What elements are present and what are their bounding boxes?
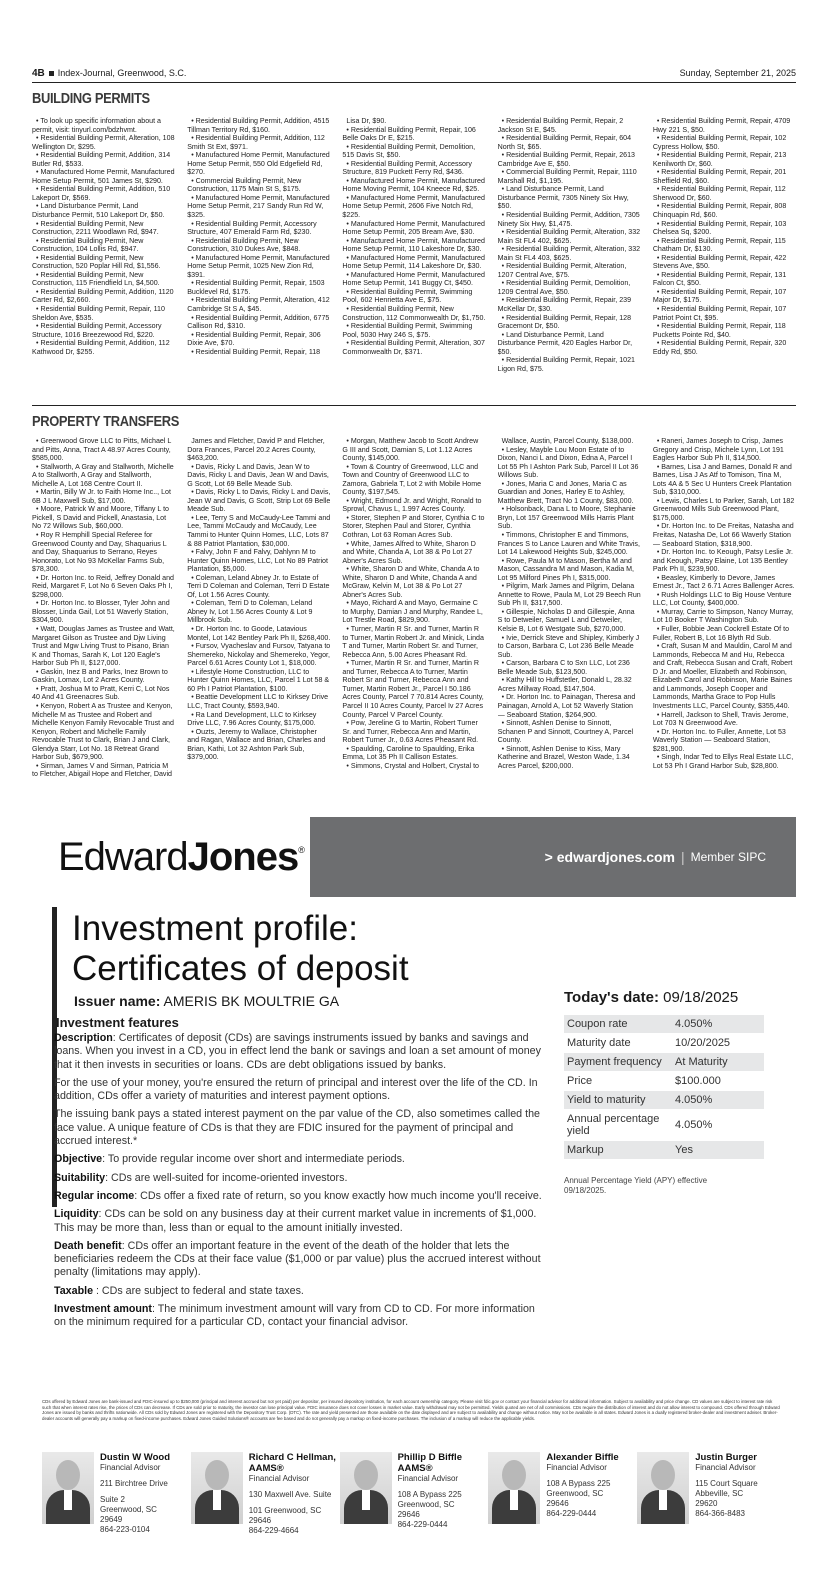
- issuer-name: Issuer name: AMERIS BK MOULTRIE GA: [74, 993, 340, 1009]
- list-item: • Residential Building Permit, Repair, 239 McKellar Dr, $30.: [497, 296, 632, 314]
- list-item: • Murray, Carrie to Simpson, Nancy Murray, Lot 10 Booker T Washington Sub.: [652, 607, 794, 625]
- list-item: • Sinnott, Ashlen Denise to Sinnott, Schanen P and Sinnott, Courtney A, Parcel County.: [497, 719, 634, 745]
- list-item: • Singh, Indar Ted to Ellys Real Estate LLC, Lot 53 Ph I Grand Harbor Sub, $28,800.: [652, 753, 794, 770]
- list-item: • Residential Building Permit, Addition, 112 Smith St Ext, $971.: [187, 134, 325, 151]
- list-item: • Manufactured Home Permit, Manufactured Home Setup Permit, 550 Old Edgefield Rd, $270.: [187, 151, 330, 177]
- list-item: • Residential Building Permit, Repair, 2 Jackson St E, $45.: [497, 117, 624, 134]
- list-item: • Residential Building Permit, Repair, 102 Cypress Hollow, $50.: [652, 134, 787, 151]
- ad-title: Investment profile: Certificates of deposit: [72, 909, 409, 988]
- list-item: • Dr. Horton Inc. to Painagan, Theresa and Painagan, Arnold A, Lot 52 Waverly Station — Seaboard Station, $264,900.: [497, 693, 636, 719]
- list-item: • Residential Building Permit, Repair, 128 Gracemont Dr, $50.: [497, 313, 632, 331]
- list-item: • Manufactured Home Permit, Manufactured Home Setup Permit, 141 Buggy Ct, $450.: [342, 270, 485, 288]
- list-item: • White, Sharon D and White, Chanda A to White, Sharon D and White, Chanda A and McGraw, Kelvin M, Lot 38 & Po Lot 27 Abner's Acres Sub.: [342, 565, 480, 599]
- top-rule: [32, 82, 796, 83]
- list-item: • Davis, Ricky L and Davis, Jean W to Davis, Ricky L and Davis, Jean W and Davis, G Scott, Lot 69 Belle Meade Sub.: [187, 462, 329, 488]
- transfer-column: [32, 437, 175, 811]
- feature-paragraph: Investment amount: The minimum investment amount will vary from CD to CD. For more information on the minimum required for a particular CD, contact your financial advisor.: [54, 1303, 535, 1329]
- list-item: • Kathy Hill to Huffstetler, Donald L, 28.32 Acres Millway Road, $147,504.: [497, 676, 632, 693]
- list-item: • Residential Building Permit, Alteration, 412 Cambridge St S A, $45.: [187, 296, 330, 314]
- list-item: • Moore, Patrick W and Moore, Tiffany L to Pickell, S David and Pickell, Anastasia, Lot No 72 Willows Sub, $60,000.: [32, 505, 169, 531]
- list-item: • Timmons, Christopher E and Timmons, Frances S to Lance Lauren and White Travis, Lot 14 Lakewood Heights Sub, $245,000.: [497, 531, 640, 557]
- list-item: • Residential Building Permit, New Construction, 520 Poplar Hill Rd, $1,556.: [32, 253, 161, 271]
- feature-paragraph: Taxable : CDs are subject to federal and state taxes.: [54, 1284, 304, 1297]
- advisor-photo: [191, 1452, 243, 1524]
- list-item: • Raneri, James Joseph to Crisp, James Gregory and Crisp, Michele Lynn, Lot 191 Eagles Harbor Sub Ph II, $14,500.: [652, 437, 784, 463]
- list-item: • Residential Building Permit, Repair, 131 Falcon Ct, $50.: [652, 270, 787, 288]
- list-item: • Holsonback, Dana L to Moore, Stephanie Bryn, Lot 157 Greenwood Mills Harris Plant Sub.: [497, 505, 636, 531]
- list-item: • Residential Building Permit, Repair, 103 Chelsea Sq, $200.: [652, 219, 787, 237]
- divider: |: [681, 849, 685, 865]
- table-row: Coupon rate 4.050%: [564, 1015, 764, 1034]
- edward-jones-logo: Edward Jones ®: [32, 817, 310, 897]
- list-item: • Residential Building Permit, Repair, 1021 Ligon Rd, $75.: [497, 356, 636, 373]
- list-item: • Residential Building Permit, Addition, 1120 Carter Rd, $2,660.: [32, 287, 174, 305]
- advisor-list: [42, 1452, 786, 1542]
- building-permits-title: BUILDING PERMITS: [32, 90, 150, 107]
- list-item: • Residential Building Permit, New Construction, 104 Lollis Rd, $947.: [32, 236, 144, 254]
- list-item: • Residential Building Permit, Demolition, 1209 Central Ave, $50.: [497, 279, 631, 296]
- feature-paragraph: Description: Certificates of deposit (CDs) are savings instruments issued by banks and savings and loans. When you invest in a CD, you in effect lend the bank or savings and loan a set amount of money that it then invests in securities or loans. CDs are debt obligations issued by banks.: [54, 1032, 541, 1071]
- list-item: • Lee, Terry S and McCaudy-Lee Tammi and Lee, Tammi McCaudy and McCaudy, Lee Tammi to Hunter Quinn Homes, LLC, Lots 87 & 88 Patriot Plantation, $30,000.: [187, 513, 331, 548]
- permit-column: [32, 117, 175, 393]
- square-bullet-icon: [49, 71, 54, 76]
- list-item: • Residential Building Permit, New Construction, 2211 Woodlawn Rd, $947.: [32, 219, 159, 237]
- list-item: • Gaskin, Inez B and Parks, Inez Brown to Gaskin, Lomax, Lot 2 Acres County.: [32, 667, 168, 685]
- feature-paragraph: Regular income: CDs offer a fixed rate of return, so you know exactly how much income you'll receive.: [54, 1189, 542, 1202]
- list-item: • Residential Building Permit, Repair, 112 Sherwood Dr, $60.: [652, 185, 786, 202]
- website-link[interactable]: > edwardjones.com: [544, 849, 675, 865]
- list-item: • Craft, Susan M and Mauldin, Carol M and Lammonds, Rebecca M and Hu, Rebecca and Craft, Rebecca Susan and Craft, Robert D Jr. and Moeller, Elizabeth and Robinson, Elizabeth Carol and Robinson, Marie Baines and Lammonds, Joseph Cooper and Lammonds, Martha Grace to Pop Hulls Investments LLC, Parcel County, $355,440.: [652, 642, 793, 710]
- permit-column: [342, 117, 485, 393]
- advisor-photo: [637, 1452, 689, 1524]
- list-item: • Residential Building Permit, Repair, 201 Sheffield Rd, $60.: [652, 168, 787, 185]
- list-item: • Roy R Hemphill Special Referee for Greenwood County and Day, Shaquarius L and Day, Shaquarius to Serrano, Reyes Honorato, Lot No 93 McKellar Farms Sub, $78,300.: [32, 531, 167, 574]
- table-row: Price $100.000: [564, 1072, 764, 1091]
- list-item: • Lifestyle Home Construction, LLC to Hunter Quinn Homes, LLC, Parcel 1 Lot 58 & 60 Ph I Patriot Plantation, $100.: [187, 667, 330, 693]
- advisor-card: Justin Burger Financial Advisor 115 Court Square Abbeville, SC 29620 864-366-8483: [637, 1452, 786, 1542]
- list-item: • Manufactured Home Permit, Manufactured Home Setup Permit, 114 Lakeshore Dr, $30.: [342, 253, 485, 271]
- page-number: 4B: [32, 67, 45, 79]
- list-item: • Residential Building Permit, Addition, 6775 Callison Rd, $310.: [187, 313, 330, 331]
- list-item: • Residential Building Permit, Repair, 106 Belle Oaks Dr E, $215.: [342, 125, 476, 143]
- list-item: • Residential Building Permit, Accessory Structure, 1016 Breezewood Rd, $220.: [32, 322, 162, 339]
- list-item: • Residential Building Permit, Repair, 107 Major Dr, $175.: [652, 287, 787, 305]
- feature-paragraph: Liquidity: CDs can be sold on any business day at their current market value in increments of $1,000. This may be more than, less than or equal to the amount initially invested.: [54, 1208, 537, 1234]
- list-item: • Carson, Barbara C to Sxn LLC, Lot 236 Belle Meade Sub, $123,500.: [497, 659, 630, 676]
- list-item: • Residential Building Permit, Repair, 110 Sheldon Ave, $535.: [32, 305, 165, 322]
- list-item: • Residential Building Permit, Repair, 213 Kenilworth Dr, $60.: [652, 151, 787, 168]
- rate-table: [564, 1015, 764, 1160]
- list-item: • Residential Building Permit, Alteration, 332 Main St FL4 402, $625.: [497, 228, 641, 245]
- list-item: • Manufactured Home Permit, Manufactured Home Setup Permit, 205 Bream Ave, $30.: [342, 219, 485, 237]
- list-item: • Falvy, John F and Falvy, Dahlynn M to Hunter Quinn Homes, LLC, Lot No 89 Patriot Plantation, $5,000.: [187, 548, 328, 574]
- advisor-phone: 864-229-0444: [546, 1509, 597, 1518]
- list-item: • Sirman, James V and Sirman, Patricia M to Fletcher, Abigail Hope and Fletcher, David: [32, 761, 172, 779]
- table-row: Yield to maturity 4.050%: [564, 1091, 764, 1110]
- list-item: • Manufactured Home Permit, Manufactured Home Setup Permit, 2606 Five Notch Rd, $225.: [342, 193, 485, 220]
- list-item: • Residential Building Permit, New Construction, 112 Commonwealth Dr, $1,750.: [342, 305, 486, 322]
- list-item: • Manufactured Home Permit, Manufactured Home Setup Permit, 217 Sandy Run Rd W, $325.: [187, 193, 330, 220]
- list-item: • Barnes, Lisa J and Barnes, Donald R and Barnes, Lisa J As Atf to Tomison, Tina M, Lots 4A & 5 Sec U Hunters Creek Plantation Sub, $310,000.: [652, 462, 792, 497]
- list-item: • Residential Building Permit, Repair, 115 Chatham Dr, $130.: [652, 236, 786, 254]
- list-item: • Ouzts, Jeremy to Wallace, Christopher and Ragan, Wallace and Brian, Charles and Brian, Kathi, Lot 32 Ashton Park Sub, $379,000.: [187, 727, 326, 762]
- list-item: • Residential Building Permit, Repair, 604 North St, $65.: [497, 134, 632, 151]
- building-permits-columns: [32, 117, 796, 393]
- advisor-name: Phillip D Biffle AAMS®: [397, 1452, 462, 1474]
- todays-date: Today's date: 09/18/2025: [564, 989, 739, 1006]
- list-item: • Residential Building Permit, Repair, 320 Eddy Rd, $50.: [652, 339, 787, 356]
- list-item: • Kenyon, Robert A as Trustee and Kenyon, Michelle M as Trustee and Robert and Michelle Kenyon Family Revocable Trust and Kenyon, Robert and Michelle Family Revocable Trust to Clark, Brian J and Clark, Glendya Starr, Lot No. 18 Retreat Grand Harbor Sub, $679,900.: [32, 701, 174, 762]
- list-item: • Land Disturbance Permit, Land Disturbance Permit, 7305 Ninety Six Hwy, $50.: [497, 185, 629, 211]
- list-item: • Land Disturbance Permit, Land Disturbance Permit, 420 Eagles Harbor Dr, $50.: [497, 330, 633, 356]
- list-item: • Simmons, Crystal and Holbert, Crystal to: [346, 761, 479, 770]
- list-item: Wallace, Austin, Parcel County, $138,000.: [501, 437, 634, 445]
- ad-banner: [310, 817, 796, 897]
- list-item: • Dr. Horton Inc. to Reid, Jeffrey Donald and Reid, Margaret F, Lot No 6 Seven Oaks Ph I, $298,000.: [32, 573, 174, 599]
- transfer-column: [498, 437, 641, 811]
- list-item: • Turner, Martin R Sr. and Turner, Martin R to Turner, Martin Robert Jr. and Minick, Linda T and Turner, Martin Robert Sr. and Turner, Rebecca Ann, 5.00 Acres Pheasant Rd.: [342, 625, 484, 659]
- list-item: • Residential Building Permit, Swimming Pool, 5030 Hwy 246 S, $75.: [342, 322, 473, 339]
- list-item: • Harrell, Jackson to Shell, Travis Jerome, Lot 703 N Greenwood Ave.: [652, 710, 789, 728]
- list-item: • Pratt, Joshua M to Pratt, Kerri C, Lot Nos 40 And 41 Greenacres Sub.: [32, 684, 170, 702]
- edward-jones-ad: [32, 817, 796, 1577]
- list-item: • Dr. Horton Inc. to De Freitas, Natasha and Freitas, Natasha De, Lot 66 Waverly Station — Seaboard Station, $318,900.: [652, 522, 794, 548]
- list-item: • Jones, Maria C and Jones, Maria C as Guardian and Jones, Harley E to Ashley, Matthew Brett, Tract No 1 County, $83,000.: [497, 479, 634, 505]
- list-item: Lisa Dr, $90.: [346, 117, 387, 125]
- issue-date: Sunday, September 21, 2025: [679, 68, 796, 78]
- list-item: • To look up specific information about a permit, visit: tinyurl.com/bdzhvmt.: [32, 117, 161, 134]
- list-item: • Residential Building Permit, Repair, 2613 Cambridge Ave E, $50.: [497, 151, 636, 168]
- advisor-phone: 864-229-0444: [397, 1520, 448, 1529]
- advisor-name: Justin Burger: [695, 1452, 757, 1463]
- list-item: • Watt, Douglas James as Trustee and Watt, Margaret Gilson as Trustee and Djw Living Trust and Mgw Living Trust to Pisano, Brian K and Thomas, Sarah K, Lot 120 Eagle's Harbor Sub Ph II, $127,000.: [32, 625, 175, 668]
- advisor-card: Alexander Biffle Financial Advisor 108 A Bypass 225 Greenwood, SC 29646 864-229-0444: [488, 1452, 637, 1542]
- list-item: • Sinnott, Ashlen Denise to Kiss, Mary Katherine and Brazel, Weston Wade, 1.34 Acres Parcel, $200,000.: [497, 744, 630, 770]
- list-item: • Residential Building Permit, Alteration, 307 Commonwealth Dr, $371.: [342, 339, 485, 356]
- feature-paragraph: The issuing bank pays a stated interest payment on the par value of the CD, also sometimes called the face value. A unique feature of CDs is that they are FDIC insured for the payment of principal and accrued interest.*: [54, 1108, 540, 1148]
- list-item: • Manufactured Home Permit, Manufactured Home Moving Permit, 104 Kneece Rd, $25.: [342, 176, 485, 194]
- table-row: Annual percentage yield 4.050%: [564, 1110, 764, 1141]
- list-item: • Davis, Ricky L to Davis, Ricky L and Davis, Jean W and Davis, G Scott, Strip Lot 69 Belle Meade Sub.: [187, 488, 331, 514]
- advisor-card: Dustin W Wood Financial Advisor 211 Birchtree Drive Suite 2 Greenwood, SC 29649 864-223-0104: [42, 1452, 191, 1542]
- list-item: • Rowe, Paula M to Mason, Bertha M and Mason, Cassandra M and Mason, Kadia M, Lot 95 Milford Pines Ph I, $315,000.: [497, 556, 635, 582]
- list-item: • Dr. Horton Inc. to Blosser, Tyler John and Blosser, Linda Gail, Lot 51 Waverly Station, $304,900.: [32, 599, 170, 625]
- list-item: • Beattie Development LLC to Kirksey Drive LLC, Tract County, $593,940.: [187, 693, 329, 710]
- list-item: • Spaulding, Caroline to Spaulding, Erika Emma, Lot 35 Ph II Callison Estates.: [342, 744, 475, 762]
- feature-paragraph: Objective: To provide regular income over short and intermediate periods.: [54, 1153, 405, 1166]
- transfer-column: [342, 437, 485, 811]
- advisor-name: Richard C Hellman, AAMS®: [248, 1452, 336, 1474]
- member-sipc: Member SIPC: [690, 850, 766, 864]
- list-item: • Residential Building Permit, Accessory Structure, 407 Emerald Farm Rd, $230.: [187, 219, 317, 237]
- list-item: • Dr. Horton Inc. to Keough, Patsy Leslie Jr. and Keough, Patsy Elaine, Lot 135 Bentley Park Ph II, $239,900.: [652, 548, 793, 574]
- list-item: • Residential Building Permit, Addition, 4515 Tillman Territory Rd, $160.: [187, 117, 330, 134]
- list-item: • Fuller, Bobbie Jean Cockrell Estate Of to Fuller, Robert B, Lot 16 Blyth Rd Sub.: [652, 625, 790, 642]
- features-list: [54, 1032, 544, 1335]
- advisor-photo: [42, 1452, 94, 1524]
- list-item: • Mayo, Richard A and Mayo, Germaine C to Murphy, Damian J and Murphy, Randee L, Lot Trestle Road, $829,900.: [342, 599, 483, 625]
- list-item: • Residential Building Permit, Accessory Structure, 819 Puckett Ferry Rd, $436.: [342, 159, 472, 177]
- list-item: • Land Disturbance Permit, Land Disturbance Permit, 510 Lakeport Dr, $50.: [32, 202, 165, 220]
- feature-paragraph: Death benefit: CDs offer an important feature in the event of the death of the holder that lets the beneficiaries redeem the CDs at their face value ($1,000 or par value) plus the accrued interest without penalty (limitations may apply).: [54, 1239, 541, 1279]
- list-item: • White, James Alfred to White, Sharon D and White, Chanda A, Lot 38 & Po Lot 27 Abner's Acres Sub.: [342, 539, 476, 565]
- advisor-photo: [340, 1452, 392, 1524]
- list-item: • Residential Building Permit, Addition, 112 Kathwood Dr, $255.: [32, 339, 170, 356]
- list-item: • Town & Country of Greenwood, LLC and Town and Country of Greenwood LLC to Zamora, Gabriela T, Lot 2 with Mobile Home County, $197,545.: [342, 462, 482, 497]
- permit-column: [653, 117, 796, 393]
- apy-note: Annual Percentage Yield (APY) effective 09/18/2025.: [564, 1176, 708, 1195]
- features-heading: Investment features: [56, 1015, 179, 1030]
- list-item: • Fursov, Vyacheslav and Fursov, Tatyana to Shemereko, Nickolay and Shemereko, Yegor, Parcel 6.61 Acres County Lot 1, $18,000.: [187, 642, 331, 668]
- list-item: • Wright, Edmond Jr. and Wright, Ronald to Sprowl, Chavus L, 1.997 Acres County.: [342, 496, 482, 514]
- list-item: • Pilgrim, Mark James and Pilgrim, Delana Annette to Rowe, Paula M, Lot 29 Beech Run Sub Ph II, $317,500.: [497, 582, 641, 608]
- list-item: • Coleman, Leland Abney Jr. to Estate of Terri D Coleman and Coleman, Terri D Estate Of, Lot 1.56 Acres County.: [187, 573, 330, 599]
- list-item: • Coleman, Terri D to Coleman, Leland Abney Iv, Lot 1.56 Acres County & Lot 9 Millbrook Sub.: [187, 599, 313, 625]
- list-item: • Ra Land Development, LLC to Kirksey Drive LLC, 7.96 Acres County, $175,000.: [187, 710, 317, 728]
- list-item: • Manufactured Home Permit, Manufactured Home Setup Permit, 110 Lakeshore Dr, $30.: [342, 236, 485, 254]
- list-item: • Gillespie, Nicholas D and Gillespie, Anna S to Detweiler, Samuel L and Detweiler, Kelsie B, Lot 6 Westgate Sub, $270,000.: [497, 607, 635, 634]
- advisor-card: Phillip D Biffle AAMS® Financial Advisor 108 A Bypass 225 Greenwood, SC 29646 864-229-0444: [340, 1452, 489, 1542]
- list-item: • Turner, Martin R Sr. and Turner, Martin R and Turner, Rebecca A to Turner, Martin Robert Sr and Turner, Rebecca Ann and Turner, Martin Robert Jr., Parcel I 50.186 Acres County, Parcel 7 70.814 Acres County, Parcel II 10 Acres County, Parcel Iv 27 Acres County, Parcel V Parcel County.: [342, 659, 484, 719]
- list-item: • Residential Building Permit, Repair, 808 Chinquapin Rd, $60.: [652, 202, 787, 220]
- list-item: • Manufactured Home Permit, Manufactured Home Setup Permit, 1025 New Zion Rd, $391.: [187, 253, 330, 279]
- section-rule: [32, 405, 796, 406]
- disclaimer: CDs offered by Edward Jones are bank-issued and FDIC-insured up to $250,000 (principal and interest accrued but not yet paid) per depositor, per insured depository institution, for each account ownership category. Please visit fdic.gov or contact your financial advisor for additional information. Subject to availability and price change. CD values are subject to interest rate risk such that when interest rates rise, the prices of CDs can decrease. If CDs are sold prior to maturity, the investor can lose principal value. FDIC insurance does not cover losses in market value. Early withdrawal may not be permitted. Yields quoted are net of all commissions. CDs require the distribution of interest and do not allow interest to compound. CDs offered through Edward Jones are issued by banks and thrifts nationwide. All CDs sold by Edward Jones are registered with the Depository Trust Corp. (DTC). The rate and yield presented are those available on the date displayed and are subject to availability and change without notice. May not be available in all states. Edward Jones is a dually registered broker-dealer and investment adviser. Broker-dealer accounts will generally pay a markup on fixed-income purchases. Edward Jones Guided Solutions® accounts are fee based and do not generally pay a markup on fixed-income purchases. The inclusion of a markup will reduce the applicable yields.: [42, 1399, 780, 1421]
- list-item: • Martin, Billy W Jr. to Faith Home Inc.., Lot 6B J L Maxwell Sub, $17,000.: [32, 488, 171, 505]
- list-item: • Residential Building Permit, New Construction, 310 Dukes Ave, $848.: [187, 236, 301, 254]
- list-item: • Residential Building Permit, Addition, 510 Lakeport Dr, $569.: [32, 185, 171, 202]
- list-item: • Residential Building Permit, Alteration, 332 Main St FL4 403, $625.: [497, 245, 641, 262]
- list-item: • Residential Building Permit, Alteration, 1207 Central Ave, $75.: [497, 262, 627, 279]
- masthead: [32, 66, 796, 80]
- advisor-card: Richard C Hellman, AAMS® Financial Advisor 130 Maxwell Ave. Suite 101 Greenwood, SC 29646 864-229-4664: [191, 1452, 340, 1542]
- list-item: • Pow, Jereline G to Martin, Robert Turner Sr. and Turner, Rebecca Ann and Martin, Robert Turner Jr., 0.63 Acres Pheasant Rd.: [342, 719, 479, 745]
- ad-header: [32, 817, 796, 897]
- list-item: James and Fletcher, David P and Fletcher, Dora Frances, Parcel 20.2 Acres County, $463,200.: [187, 437, 325, 463]
- table-row: Markup Yes: [564, 1141, 764, 1160]
- list-item: • Greenwood Grove LLC to Pitts, Michael L and Pitts, Anna, Tract A 48.97 Acres County, $585,000.: [32, 437, 172, 463]
- advisor-phone: 864-223-0104: [100, 1525, 150, 1534]
- advisor-photo: [488, 1452, 540, 1524]
- list-item: • Stallworth, A Gray and Stallworth, Michelle A to Stallworth, A Gray and Stallworth, Michelle A, Lot 168 Centre Court II.: [32, 462, 174, 488]
- list-item: • Residential Building Permit, Repair, 306 Dixie Ave, $70.: [187, 330, 321, 348]
- list-item: • Residential Building Permit, Repair, 118: [191, 347, 321, 356]
- list-item: • Ivie, Derrick Steve and Shipley, Kimberly J to Carson, Barbara C, Lot 236 Belle Meade Sub.: [497, 633, 640, 659]
- list-item: • Storer, Stephen P and Storer, Cynthia C to Storer, Stephen Paul and Storer, Cynthia Cothran, Lot 63 Roman Acres Sub.: [342, 513, 485, 540]
- list-item: • Beasley, Kimberly to Devore, James Ernest Jr., Tact 2 6.71 Acres Ballenger Acres.: [652, 573, 795, 591]
- property-transfers-columns: [32, 437, 796, 811]
- list-item: • Residential Building Permit, Repair, 118 Pucketts Pointe Rd, $40.: [652, 322, 786, 339]
- list-item: • Lewis, Charles L to Parker, Sarah, Lot 182 Greenwood Mills Sub Greenwood Plant, $175,000.: [652, 496, 795, 522]
- transfer-column: [653, 437, 796, 811]
- permit-column: [498, 117, 641, 393]
- feature-paragraph: Suitability: CDs are well-suited for income-oriented investors.: [54, 1171, 348, 1184]
- table-row: Payment frequency At Maturity: [564, 1053, 764, 1072]
- list-item: • Residential Building Permit, Addition, 7305 Ninety Six Hwy, $1,475.: [497, 211, 640, 228]
- permit-column: [187, 117, 330, 393]
- list-item: • Commercial Building Permit, Repair, 1110 Marshall Rd, $1,195.: [497, 168, 637, 185]
- advisor-name: Dustin W Wood: [100, 1452, 171, 1463]
- list-item: • Residential Building Permit, New Construction, 115 Friendfield Ln, $4,500.: [32, 270, 160, 288]
- list-item: • Residential Building Permit, Alteration, 108 Wellington Dr, $295.: [32, 134, 175, 151]
- list-item: • Residential Building Permit, Repair, 1503 Bucklevel Rd, $175.: [187, 279, 325, 296]
- property-transfers-title: PROPERTY TRANSFERS: [32, 413, 179, 430]
- list-item: • Residential Building Permit, Repair, 4709 Hwy 221 S, $50.: [652, 117, 791, 134]
- advisor-name: Alexander Biffle: [546, 1452, 619, 1463]
- advisor-phone: 864-366-8483: [695, 1509, 746, 1518]
- list-item: • Residential Building Permit, Repair, 422 Stevens Ave, $50.: [652, 253, 787, 271]
- list-item: • Residential Building Permit, Demolition, 515 Davis St, $50.: [342, 142, 476, 160]
- advisor-phone: 864-229-4664: [248, 1526, 299, 1535]
- list-item: • Morgan, Matthew Jacob to Scott Andrew G III and Scott, Damian S, Lot 1.12 Acres County, $145,000.: [342, 437, 479, 463]
- list-item: • Lesley, Mayble Lou Moon Estate of to Dixon, Nanci L and Dixon, Edna A, Parcel I Lot 55 Ph I Ashton Park Sub, Parcel II Lot 36 Willows Sub.: [497, 445, 639, 480]
- list-item: • Residential Building Permit, Repair, 107 Patriot Point Ct, $95.: [652, 305, 787, 322]
- list-item: • Dr. Horton Inc. to Fuller, Annette, Lot 53 Waverly Station — Seaboard Station, $281,900.: [652, 727, 786, 753]
- transfer-column: [187, 437, 330, 811]
- table-row: Maturity date 10/20/2025: [564, 1034, 764, 1053]
- list-item: • Residential Building Permit, Addition, 314 Butler Rd, $533.: [32, 151, 171, 168]
- feature-paragraph: For the use of your money, you're ensured the return of principal and interest over the life of the CD. In addition, CDs offer a variety of maturities and interest payment options.: [54, 1076, 538, 1103]
- list-item: • Dr. Horton Inc. to Goode, Latavious Montel, Lot 142 Bentley Park Ph II, $268,400.: [187, 625, 331, 642]
- list-item: • Manufactured Home Permit, Manufactured Home Setup Permit, 501 James St, $290.: [32, 168, 175, 185]
- list-item: • Commercial Building Permit, New Construction, 1175 Main St S, $175.: [187, 176, 302, 194]
- list-item: • Rush Holdings LLC to Big House Venture LLC, Lot County, $400,000.: [652, 590, 792, 608]
- paper-name: Index-Journal, Greenwood, S.C.: [57, 68, 187, 78]
- list-item: • Residential Building Permit, Swimming Pool, 602 Henrietta Ave E, $75.: [342, 287, 473, 305]
